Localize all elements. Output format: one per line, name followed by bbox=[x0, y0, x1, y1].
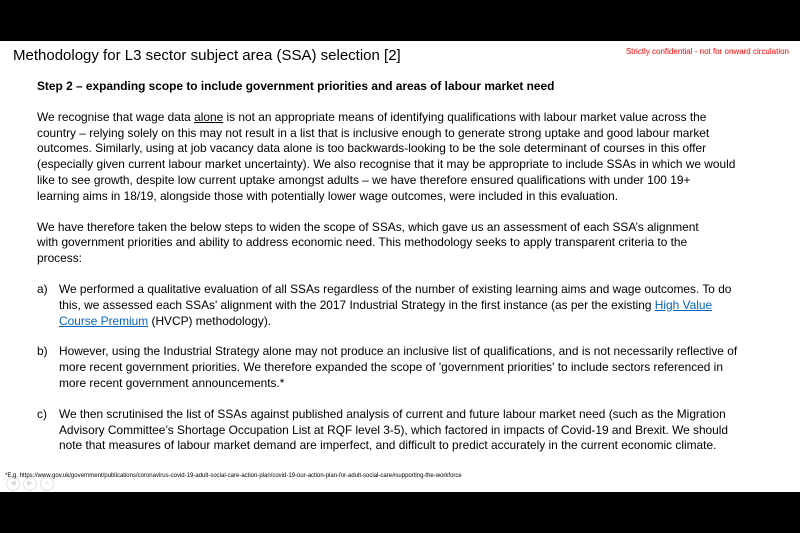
paragraph-line: learning aims in 18/19, alongside those with potentially lower wage outcomes, were included in this evaluation. bbox=[37, 188, 618, 203]
slide-body bbox=[37, 79, 759, 469]
emphasis-alone: alone bbox=[194, 109, 224, 124]
paragraph-line: note that measures of labour market demand are imperfect, and difficult to predict accurately in the current economic climate. bbox=[59, 438, 717, 453]
paragraph-line: Advisory Committee’s Shortage Occupation List at RQF level 3-5), which factored in impacts of Covid-19 and Brexit. We should bbox=[59, 422, 729, 437]
confidential-notice: Strictly confidential - not for onward circulation bbox=[625, 47, 789, 56]
paragraph-line: We performed a qualitative evaluation of all SSAs regardless of the number of existing learning aims and wage outcomes. To do bbox=[59, 281, 732, 296]
paragraph-line: outcomes. Similarly, using at job vacancy data alone is too backwards-looking to be the sole determinant of courses in this offer bbox=[37, 141, 707, 156]
menu-icon[interactable]: ≡ bbox=[40, 477, 54, 491]
paragraph-widen-scope bbox=[37, 220, 759, 267]
slide bbox=[0, 41, 800, 492]
paragraph-line: (especially given current labour market uncertainty). We also recognise that it may be appropriate to include SSAs in which we would bbox=[37, 157, 736, 172]
paragraph-line bbox=[37, 110, 759, 126]
previous-slide-icon[interactable]: ◀ bbox=[6, 477, 20, 491]
hvcp-link[interactable]: High Value bbox=[654, 297, 713, 312]
paragraph-line: like to see growth, despite low current uptake amongst adults – we have therefore ensured qualifications with under 100 19+ bbox=[37, 172, 691, 187]
paragraph-line: We then scrutinised the list of SSAs against published analysis of current and future labour market need (such as the Migration bbox=[59, 406, 726, 421]
paragraph-line: country – relying solely on this may not result in a list that is inclusive enough to generate strong uptake and good labour market bbox=[37, 125, 710, 140]
step-heading: Step 2 – expanding scope to include government priorities and areas of labour market need bbox=[37, 79, 555, 93]
paragraph-line: more recent government priorities. We therefore expanded the scope of 'government priorities' to include sectors referenced in bbox=[59, 360, 723, 375]
slide-title: Methodology for L3 sector subject area (SSA) selection [2] bbox=[13, 47, 401, 64]
paragraph-wage-data bbox=[37, 110, 759, 205]
list-item-b bbox=[37, 344, 759, 391]
slide-nav-controls bbox=[6, 477, 54, 491]
text-span: this, we assessed each SSAs' alignment with the 2017 Industrial Strategy in the first instance (as per the existing bbox=[59, 297, 655, 312]
list-item-a bbox=[37, 282, 759, 329]
paragraph-line: with government priorities and ability to address economic need. This methodology seeks to apply transparent criteria to the bbox=[37, 235, 688, 250]
list-marker: b) bbox=[37, 344, 48, 359]
paragraph-line: process: bbox=[37, 251, 82, 266]
paragraph-line bbox=[59, 298, 759, 314]
paragraph-line bbox=[59, 314, 759, 330]
text-span: is not an appropriate means of identifying qualifications with labour market value across the bbox=[223, 109, 707, 124]
paragraph-line: more recent government announcements.* bbox=[59, 375, 285, 390]
text-span: We recognise that wage data bbox=[37, 109, 195, 124]
list-marker: c) bbox=[37, 406, 47, 421]
paragraph-line: We have therefore taken the below steps to widen the scope of SSAs, which gave us an assessment of each SSA’s alignment bbox=[37, 219, 699, 234]
list-marker: a) bbox=[37, 281, 48, 296]
list-item-c bbox=[37, 407, 759, 454]
next-slide-icon[interactable]: ▶ bbox=[23, 477, 37, 491]
footnote: *E.g. https://www.gov.uk/government/publications/coronavirus-covid-19-adult-social-care-action-plan/covid-19-our-action-plan-for-adult-social-care#supporting-the-workforce bbox=[5, 473, 462, 479]
paragraph-line: However, using the Industrial Strategy alone may not produce an inclusive list of qualifications, and is not necessarily reflective of bbox=[59, 344, 738, 359]
text-span: (HVCP) methodology). bbox=[148, 313, 272, 328]
hvcp-link-continued[interactable]: Course Premium bbox=[59, 313, 149, 328]
